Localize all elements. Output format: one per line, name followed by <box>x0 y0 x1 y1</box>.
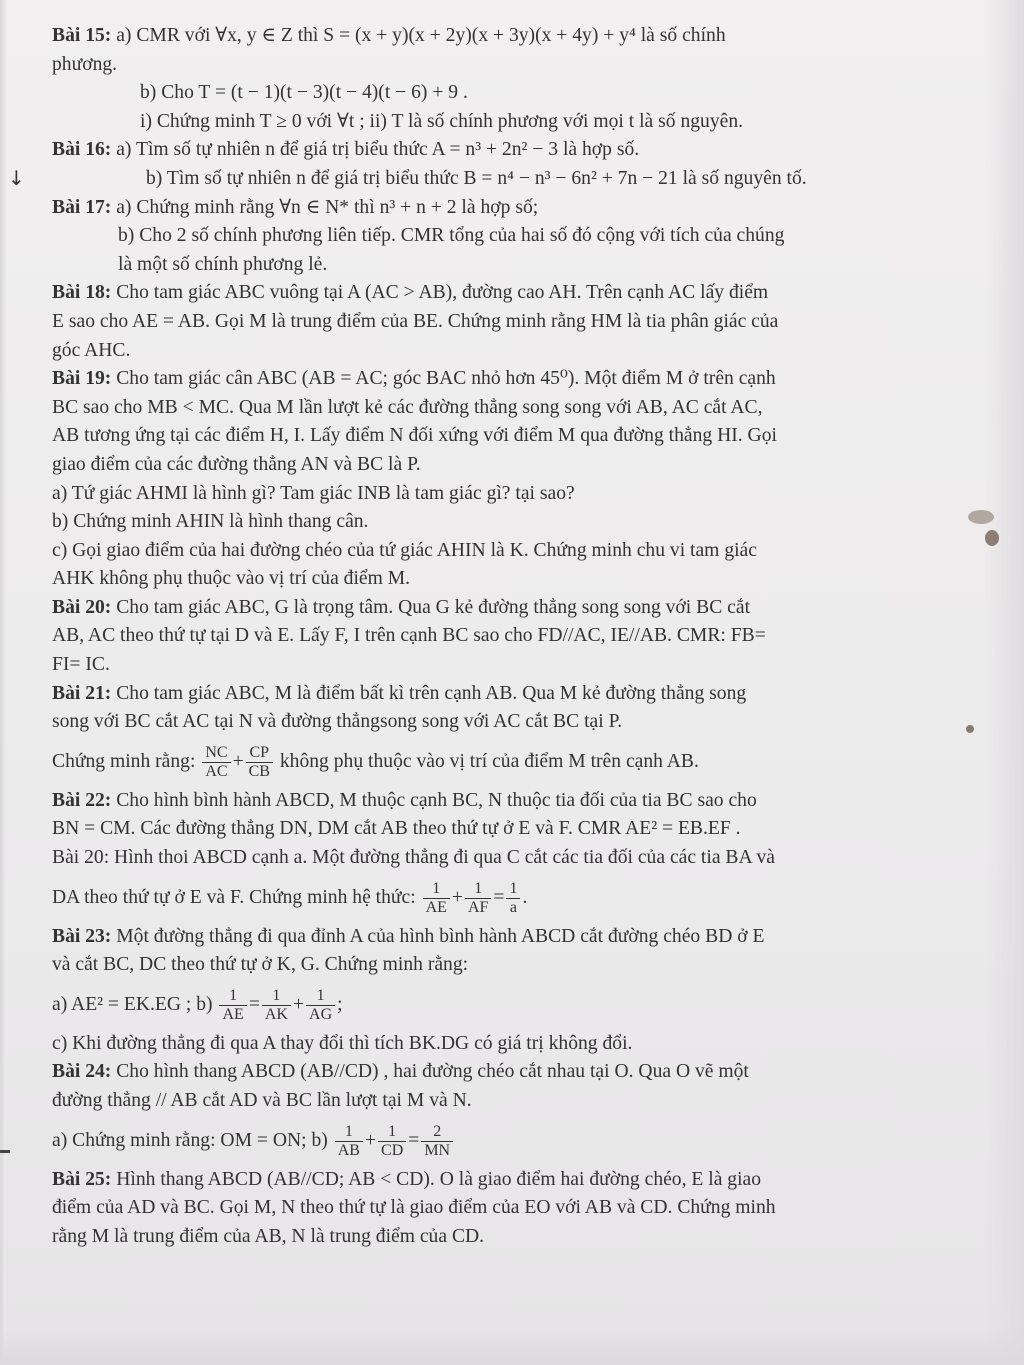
fraction-denominator: CB <box>248 762 270 780</box>
line-text: Cho tam giác ABC vuông tại A (AC > AB), đường cao AH. Trên cạnh AC lấy điểm <box>111 282 769 304</box>
fraction-nc-ac <box>202 744 230 781</box>
line-text: a) Chứng minh rằng: OM = ON; b) <box>52 1129 328 1151</box>
line-text: AHK không phụ thuộc vào vị trí của điểm M. <box>52 568 411 590</box>
fraction-1-ak <box>262 987 291 1024</box>
bai-17-line-2 <box>52 222 982 251</box>
line-text: đường thẳng // AB cắt AD và BC lần lượt tại M và N. <box>52 1090 472 1111</box>
line-text: a) AE² = EK.EG ; b) <box>52 993 213 1015</box>
exercise-number: Bài 20: <box>52 847 110 869</box>
fraction-denominator: AE <box>425 898 447 916</box>
bai-20b-line-1 <box>52 844 982 873</box>
line-text: không phụ thuộc vào vị trí của điểm M trên cạnh AB. <box>274 750 699 772</box>
bai-19-line-5 <box>52 480 982 509</box>
fraction-2-mn <box>421 1123 453 1160</box>
line-text: Cho hình thang ABCD (AB//CD) , hai đường chéo cắt nhau tại O. Qua O vẽ một <box>111 1061 749 1083</box>
bai-19-line-4 <box>52 451 982 480</box>
operator: + <box>292 993 305 1015</box>
bai-19-line-2 <box>52 394 982 423</box>
line-text: Một đường thẳng đi qua đỉnh A của hình bình hành ABCD cắt đường chéo BD ở E <box>111 925 765 947</box>
line-text: c) Gọi giao điểm của hai đường chéo của tứ giác AHIN là K. Chứng minh chu vi tam giác <box>52 539 757 561</box>
bai-19-line-1 <box>52 365 982 394</box>
fraction-1-a <box>506 880 520 917</box>
operator: + <box>451 886 463 908</box>
line-text: b) Cho 2 số chính phương liên tiếp. CMR tổng của hai số đó cộng với tích của chúng <box>118 225 785 247</box>
bai-23-line-2 <box>52 951 982 980</box>
line-text: AB tương ứng tại các điểm H, I. Lấy điểm N đối xứng với điểm M qua đường thẳng HI. Gọi <box>52 425 777 447</box>
bai-19-line-7 <box>52 537 982 566</box>
margin-tick-mark <box>0 1150 10 1153</box>
fraction-numerator: 1 <box>465 880 491 899</box>
bai-23-line-1 <box>52 923 982 952</box>
bai-21-formula-line <box>52 737 982 787</box>
bai-24-line-1 <box>52 1058 982 1087</box>
exercise-number: Bài 25: <box>52 1168 112 1190</box>
line-text: Cho tam giác ABC, M là điểm bất kì trên cạnh AB. Qua M kẻ đường thẳng song <box>111 682 747 704</box>
bai-16-line-1 <box>52 136 982 165</box>
line-text: Hình thang ABCD (AB//CD; AB < CD). O là giao điểm hai đường chéo, E là giao <box>111 1168 762 1190</box>
fraction-denominator: a <box>509 898 518 916</box>
bai-20-line-1 <box>52 594 982 623</box>
bai-15-line-3 <box>52 79 982 108</box>
fraction-1-ab <box>335 1123 363 1160</box>
line-text: Chứng minh rằng: <box>52 750 196 772</box>
line-text: i) Chứng minh T ≥ 0 với ∀t ; ii) T là số chính phương với mọi t là số nguyên. <box>140 110 744 132</box>
fraction-denominator: AG <box>309 1005 333 1023</box>
bai-15-line-4 <box>52 108 982 137</box>
exercise-number: Bài 21: <box>52 682 112 704</box>
line-text: a) Tứ giác AHMI là hình gì? Tam giác INB là tam giác gì? tại sao? <box>52 482 575 504</box>
fraction-denominator: AF <box>467 898 489 916</box>
line-text: rằng M là trung điểm của AB, N là trung điểm của CD. <box>52 1225 485 1247</box>
bai-25-line-2 <box>52 1194 982 1223</box>
fraction-1-ag <box>306 987 335 1024</box>
bai-19-line-6 <box>52 508 982 537</box>
line-text: b) Chứng minh AHIN là hình thang cân. <box>52 511 369 533</box>
line-text: và cắt BC, DC theo thứ tự ở K, G. Chứng minh rằng: <box>52 954 469 976</box>
line-text: b) Tìm số tự nhiên n để giá trị biểu thức B = n⁴ − n³ − 6n² + 7n − 21 là số nguyên tố. <box>146 167 807 189</box>
line-text: . <box>522 886 528 908</box>
bai-23-formula-line <box>52 980 982 1030</box>
exercise-number: Bài 17: <box>52 196 112 218</box>
bai-19-line-8 <box>52 565 982 594</box>
line-text: BC sao cho MB < MC. Qua M lần lượt kẻ các đường thẳng song song với AB, AC cắt AC, <box>52 396 763 418</box>
operator: + <box>364 1129 377 1151</box>
bai-20-line-3 <box>52 651 982 680</box>
fraction-numerator: 1 <box>262 987 291 1006</box>
bai-15-line-1 <box>52 22 982 51</box>
bai-20b-formula-line <box>52 873 982 923</box>
bai-17-line-1 <box>52 194 982 223</box>
bai-23-line-4 <box>52 1030 982 1059</box>
exercise-number: Bài 15: <box>52 25 112 46</box>
bai-25-line-3 <box>52 1223 982 1252</box>
line-text: b) Cho T = (t − 1)(t − 3)(t − 4)(t − 6) + 9 . <box>140 82 468 104</box>
bai-18-line-3 <box>52 337 982 366</box>
line-text: BN = CM. Các đường thẳng DN, DM cắt AB theo thứ tự ở E và F. CMR AE² = EB.EF . <box>52 818 741 840</box>
line-text: Cho tam giác cân ABC (AB = AC; góc BAC nhỏ hơn 45⁰). Một điểm M ở trên cạnh <box>111 368 776 390</box>
fraction-numerator: 1 <box>219 987 246 1006</box>
fraction-numerator: CP <box>246 744 273 763</box>
line-text: góc AHC. <box>52 339 131 361</box>
ink-smudge <box>985 530 999 546</box>
line-text: phương. <box>52 53 118 75</box>
bai-18-line-2 <box>52 308 982 337</box>
exercise-number: Bài 19: <box>52 368 112 390</box>
line-text: giao điểm của các đường thẳng AN và BC là P. <box>52 453 421 475</box>
line-text: FI= IC. <box>52 654 110 676</box>
operator: + <box>232 750 244 772</box>
operator: = <box>248 993 260 1015</box>
line-text: a) Chứng minh rằng ∀n ∈ N* thì n³ + n + 2 là hợp số; <box>111 196 539 218</box>
bai-22-line-1 <box>52 787 982 816</box>
exercise-number: Bài 20: <box>52 596 112 618</box>
exercise-list <box>52 22 982 1251</box>
line-text: ; <box>337 993 343 1015</box>
bai-19-line-3 <box>52 422 982 451</box>
fraction-denominator: AB <box>337 1141 360 1159</box>
line-text: điểm của AD và BC. Gọi M, N theo thứ tự là giao điểm của EO với AB và CD. Chứng minh <box>52 1197 776 1219</box>
fraction-denominator: AE <box>222 1005 244 1023</box>
line-text: là một số chính phương lẻ. <box>118 253 328 275</box>
line-text: AB, AC theo thứ tự tại D và E. Lấy F, I trên cạnh BC sao cho FD//AC, IE//AB. CMR: FB= <box>52 625 766 647</box>
exercise-number: Bài 18: <box>52 282 112 304</box>
fraction-numerator: 1 <box>335 1123 363 1142</box>
fraction-numerator: 1 <box>306 987 335 1006</box>
fraction-denominator: AK <box>264 1005 288 1023</box>
fraction-numerator: 2 <box>421 1123 453 1142</box>
fraction-numerator: 1 <box>506 880 520 899</box>
handwritten-arrow-mark: ↓ <box>8 166 25 190</box>
bai-16-line-2 <box>52 165 982 194</box>
line-text: Cho hình bình hành ABCD, M thuộc cạnh BC, N thuộc tia đối của tia BC sao cho <box>111 789 757 811</box>
operator: = <box>493 886 505 908</box>
fraction-denominator: AC <box>205 762 228 780</box>
bai-21-line-1 <box>52 680 982 709</box>
line-text: Hình thoi ABCD cạnh a. Một đường thẳng đi qua C cắt các tia đối của các tia BA và <box>109 847 775 869</box>
line-text: E sao cho AE = AB. Gọi M là trung điểm của BE. Chứng minh rằng HM là tia phân giác của <box>52 310 779 332</box>
bai-20-line-2 <box>52 622 982 651</box>
bai-24-line-2 <box>52 1087 982 1116</box>
line-text: a) Tìm số tự nhiên n để giá trị biểu thức A = n³ + 2n² − 3 là hợp số. <box>111 139 640 161</box>
line-text: song với BC cắt AC tại N và đường thẳngsong song với AC cắt BC tại P. <box>52 711 623 733</box>
page-left-edge <box>0 0 6 1365</box>
fraction-denominator: CD <box>381 1141 404 1159</box>
page-bottom-shadow <box>0 1325 1024 1365</box>
fraction-1-cd <box>378 1123 406 1160</box>
bai-21-line-2 <box>52 708 982 737</box>
fraction-denominator: MN <box>424 1141 451 1159</box>
fraction-numerator: NC <box>202 744 230 763</box>
bai-22-line-2 <box>52 815 982 844</box>
exercise-number: Bài 24: <box>52 1061 112 1083</box>
fraction-1-ae <box>219 987 246 1024</box>
operator: = <box>408 1129 420 1151</box>
fraction-numerator: 1 <box>423 880 450 899</box>
exercise-number: Bài 23: <box>52 925 112 947</box>
bai-25-line-1 <box>52 1166 982 1195</box>
line-text: Cho tam giác ABC, G là trọng tâm. Qua G kẻ đường thẳng song song với BC cắt <box>111 596 751 618</box>
exercise-number: Bài 22: <box>52 789 112 811</box>
line-text: c) Khi đường thẳng đi qua A thay đổi thì tích BK.DG có giá trị không đổi. <box>52 1032 633 1054</box>
bai-17-line-3 <box>52 251 982 280</box>
line-text: a) CMR với ∀x, y ∈ Z thì S = (x + y)(x + 2y)(x + 3y)(x + 4y) + y⁴ là số chính <box>111 25 726 46</box>
bai-15-line-2 <box>52 51 982 80</box>
fraction-1-af <box>465 880 491 917</box>
exercise-number: Bài 16: <box>52 139 112 161</box>
line-text: DA theo thứ tự ở E và F. Chứng minh hệ thức: <box>52 886 416 908</box>
bai-18-line-1 <box>52 279 982 308</box>
fraction-1-ae <box>423 880 450 917</box>
fraction-cp-cb <box>246 744 273 781</box>
bai-24-formula-line <box>52 1116 982 1166</box>
fraction-numerator: 1 <box>378 1123 406 1142</box>
page-right-edge <box>984 0 1024 1365</box>
